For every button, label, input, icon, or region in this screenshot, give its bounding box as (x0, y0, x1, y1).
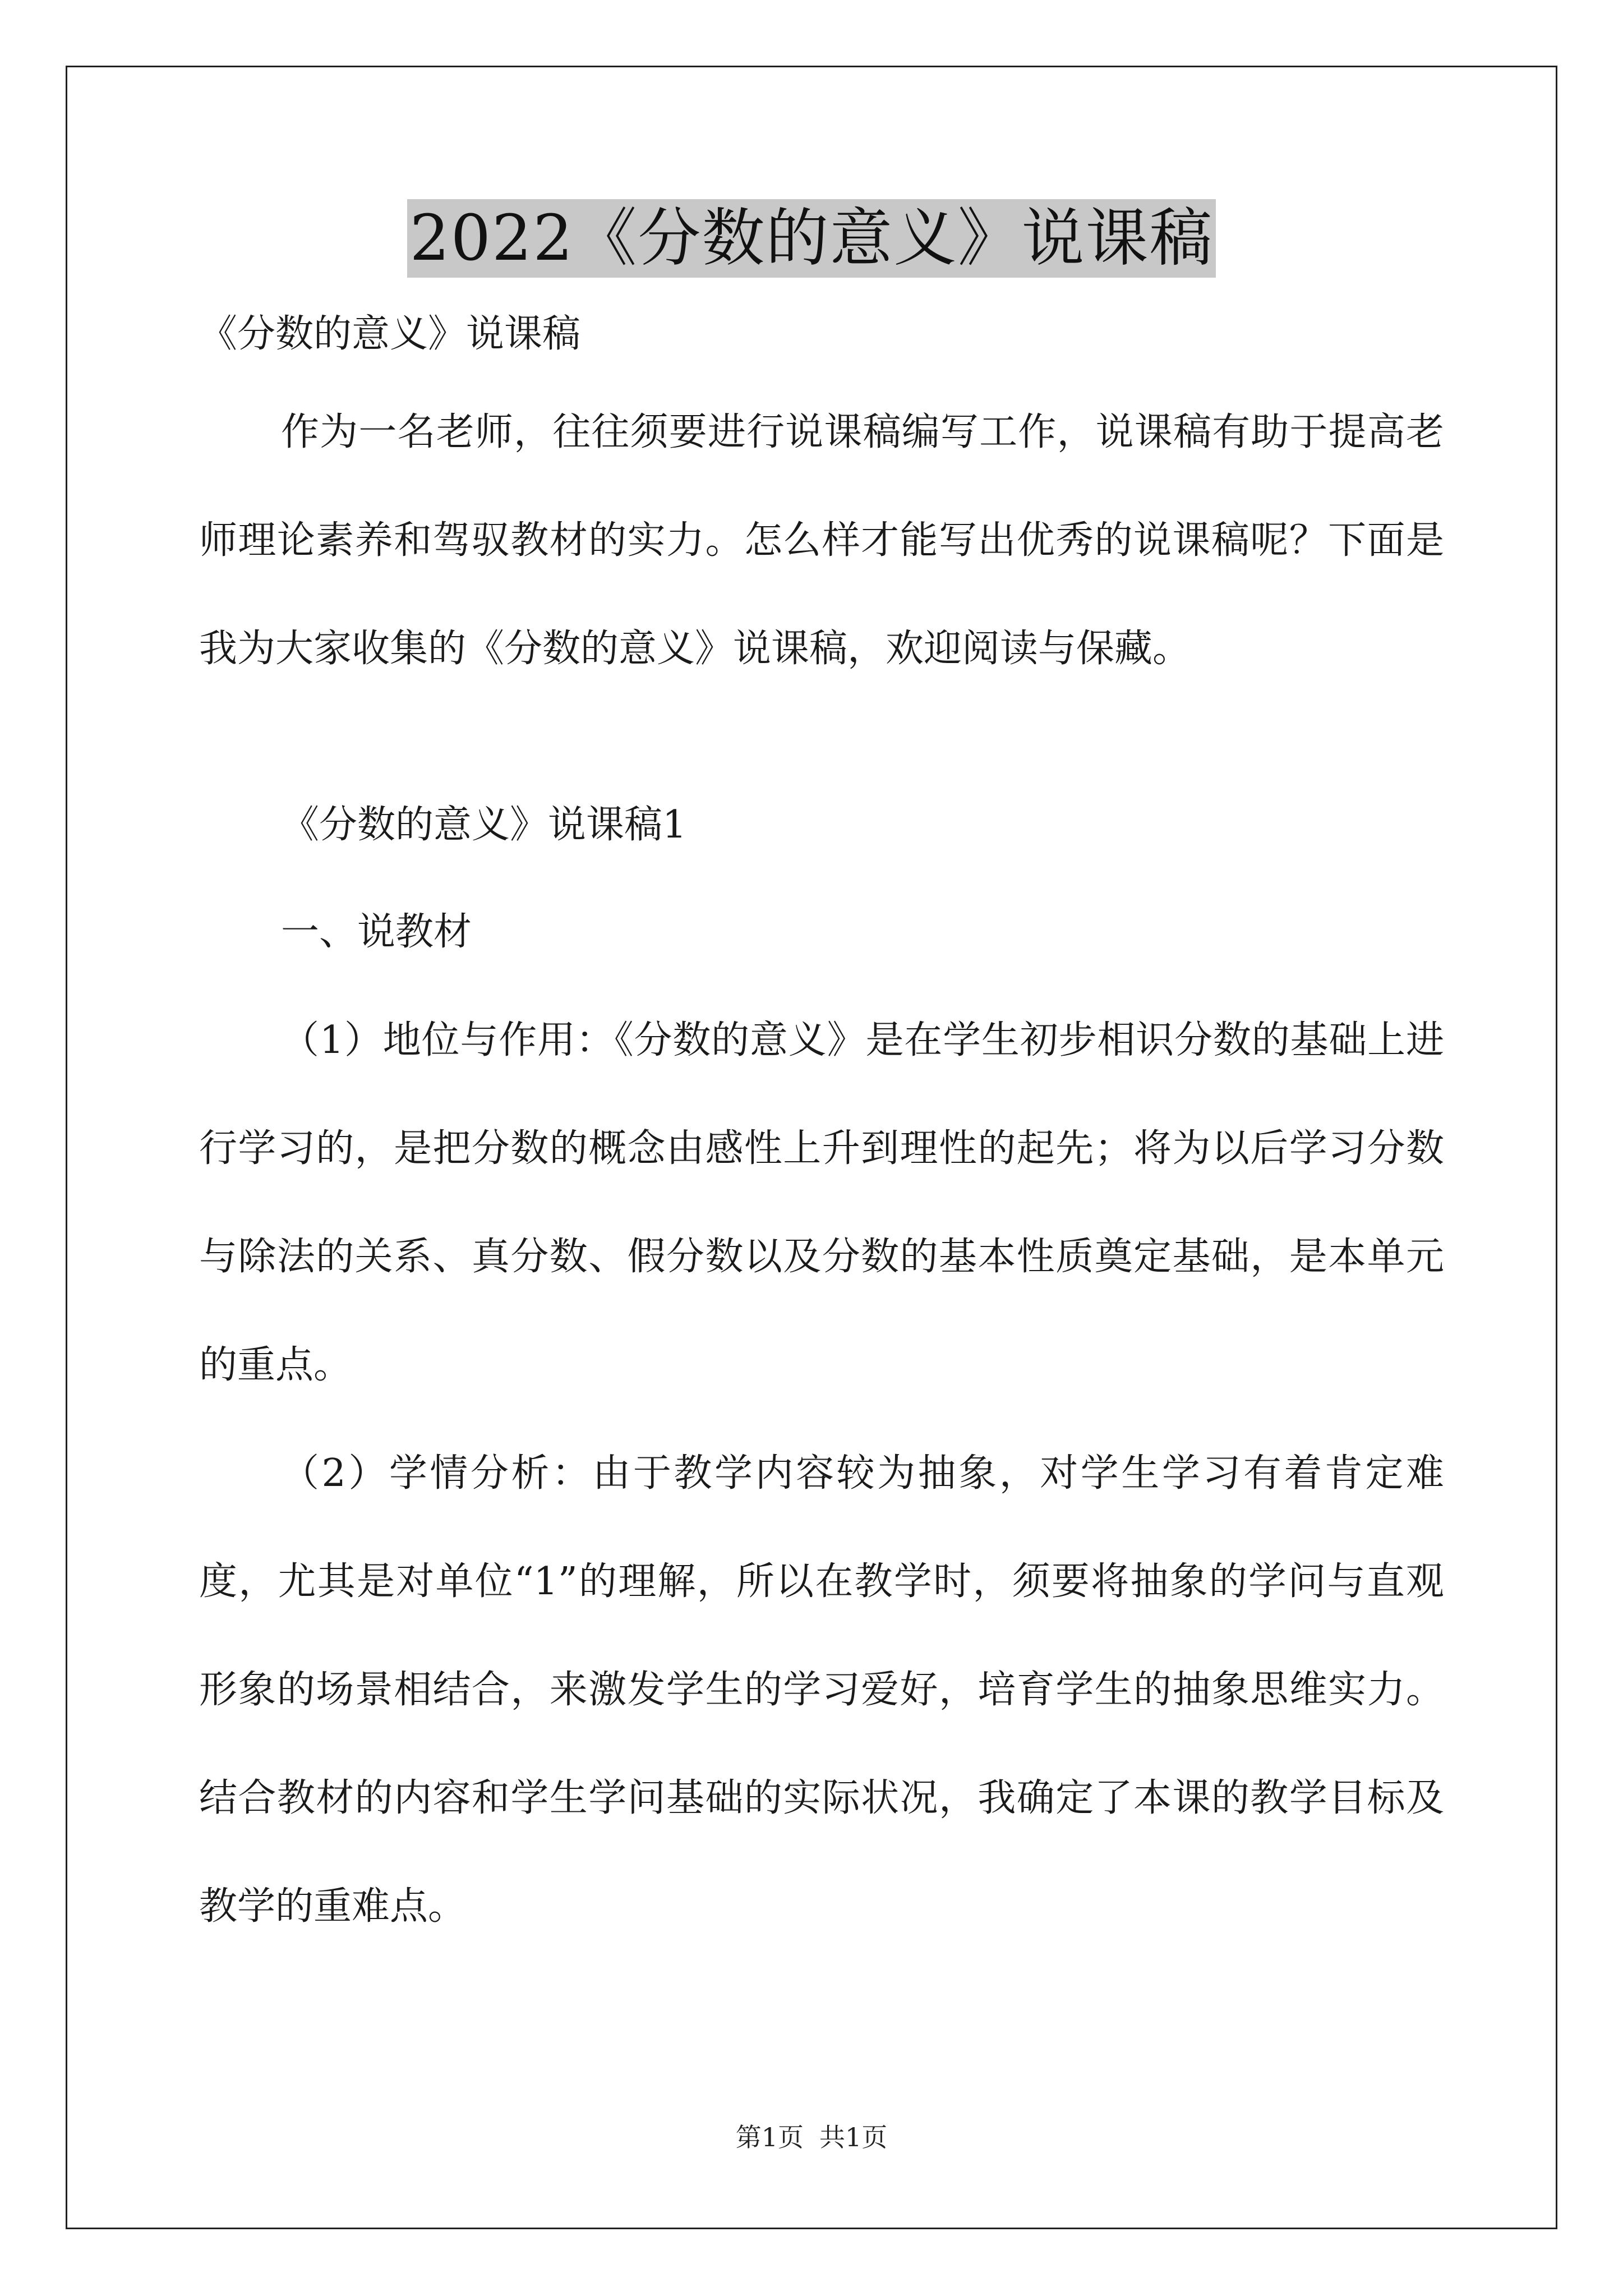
document-body (199, 307, 1444, 1961)
paragraph-learning-analysis: （2）学情分析：由于教学内容较为抽象，对学生学习有着肯定难度，尤其是对单位“1”的理解，所以在教学时，须要将抽象的学问与直观形象的场景相结合，来激发学生的学习爱好，培育学生的抽象思维实力。结合教材的内容和学生学问基础的实际状况，我确定了本课的教学目标及教学的重难点。 (199, 1451, 1444, 1929)
title-wrap (0, 199, 1623, 278)
intro-paragraph: 作为一名老师，往往须要进行说课稿编写工作，说课稿有助于提高老师理论素养和驾驭教材的实力。怎么样才能写出优秀的说课稿呢？下面是我为大家收集的《分数的意义》说课稿，欢迎阅读与保藏。 (199, 410, 1444, 671)
page-title: 2022《分数的意义》说课稿 (407, 199, 1215, 278)
document-subtitle: 《分数的意义》说课稿 (199, 312, 581, 356)
page-number: 第1页 (735, 2122, 804, 2152)
heading-teaching-material: 一、说教材 (281, 910, 472, 954)
page-footer (0, 2120, 1623, 2154)
section-title: 《分数的意义》说课稿1 (281, 803, 687, 847)
page-total: 共1页 (819, 2122, 888, 2152)
paragraph-position-role: （1）地位与作用：《分数的意义》是在学生初步相识分数的基础上进行学习的，是把分数的概念由感性上升到理性的起先；将为以后学习分数与除法的关系、真分数、假分数以及分数的基本性质奠定基础，是本单元的重点。 (199, 1018, 1444, 1387)
